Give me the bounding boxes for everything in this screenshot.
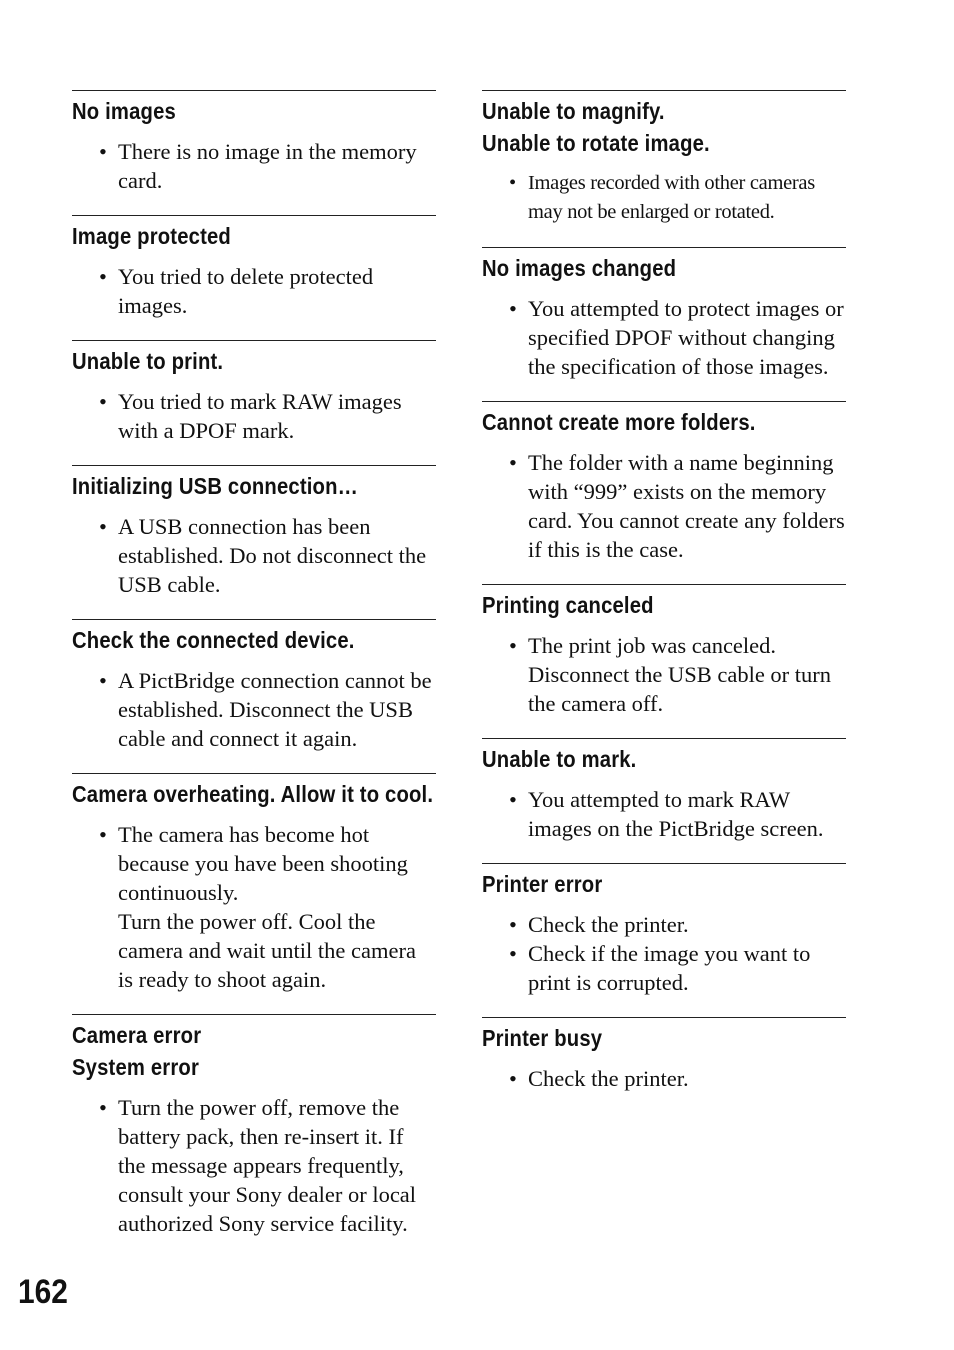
message-heading: No images xyxy=(72,98,176,124)
message-heading: Unable to mark. xyxy=(482,746,637,772)
message-bullet-list xyxy=(482,169,846,227)
message-heading: Check the connected device. xyxy=(72,627,355,653)
message-bullet-list xyxy=(72,137,436,195)
message-bullet-list xyxy=(482,910,846,997)
message-bullet-item: • The camera has become hot because you have been shooting continuously. Turn the power off. Cool the camera and wait until the camera is ready to shoot again. xyxy=(72,820,436,994)
message-section-unable-to-mark xyxy=(482,738,846,843)
message-section-unable-to-magnify-unable-to-rotate-image xyxy=(482,90,846,227)
right-column xyxy=(482,90,846,1113)
message-bullet-item: • There is no image in the memory card. xyxy=(72,137,436,195)
message-section-printer-error xyxy=(482,863,846,997)
message-bullet-list xyxy=(72,1093,436,1238)
message-section-printing-canceled xyxy=(482,584,846,718)
message-section-initializing-usb-connection xyxy=(72,465,436,599)
message-heading: Cannot create more folders. xyxy=(482,409,756,435)
message-section-unable-to-print xyxy=(72,340,436,445)
message-section-cannot-create-more-folders xyxy=(482,401,846,564)
message-section-no-images-changed xyxy=(482,247,846,381)
message-section-camera-error-system-error xyxy=(72,1014,436,1238)
message-bullet-item: • Turn the power off, remove the battery pack, then re-insert it. If the message appears frequently, consult your Sony dealer or local authorized Sony service facility. xyxy=(72,1093,436,1238)
message-heading: Camera error System error xyxy=(72,1022,202,1080)
message-heading: Printing canceled xyxy=(482,592,654,618)
message-section-camera-overheating-allow-it-to-cool xyxy=(72,773,436,994)
message-heading: Image protected xyxy=(72,223,231,249)
message-bullet-item: • Images recorded with other cameras may not be enlarged or rotated. xyxy=(482,169,846,227)
message-bullet-list xyxy=(482,448,846,564)
message-heading: Camera overheating. Allow it to cool. xyxy=(72,781,434,807)
message-bullet-list xyxy=(482,1064,846,1093)
message-heading: Unable to print. xyxy=(72,348,224,374)
message-bullet-item: • Check the printer. xyxy=(482,1064,846,1093)
message-bullet-list xyxy=(72,666,436,753)
message-heading: Initializing USB connection… xyxy=(72,473,359,499)
message-bullet-list xyxy=(72,262,436,320)
message-bullet-list xyxy=(72,387,436,445)
message-bullet-item: • Check if the image you want to print is corrupted. xyxy=(482,939,846,997)
message-heading: Printer busy xyxy=(482,1025,603,1051)
message-bullet-item: • Check the printer. xyxy=(482,910,846,939)
message-bullet-list xyxy=(72,820,436,994)
message-bullet-item: • You attempted to protect images or specified DPOF without changing the specification of those images. xyxy=(482,294,846,381)
message-bullet-item: • You tried to delete protected images. xyxy=(72,262,436,320)
message-bullet-item: • You attempted to mark RAW images on the PictBridge screen. xyxy=(482,785,846,843)
message-bullet-item: • A PictBridge connection cannot be established. Disconnect the USB cable and connect it again. xyxy=(72,666,436,753)
left-column xyxy=(72,90,436,1258)
message-bullet-list xyxy=(482,294,846,381)
message-section-image-protected xyxy=(72,215,436,320)
message-bullet-list xyxy=(482,785,846,843)
message-section-printer-busy xyxy=(482,1017,846,1093)
message-heading: Unable to magnify. Unable to rotate image. xyxy=(482,98,710,156)
message-section-no-images xyxy=(72,90,436,195)
message-bullet-list xyxy=(482,631,846,718)
message-bullet-item: • The print job was canceled. Disconnect the USB cable or turn the camera off. xyxy=(482,631,846,718)
message-heading: Printer error xyxy=(482,871,603,897)
message-bullet-item: • You tried to mark RAW images with a DPOF mark. xyxy=(72,387,436,445)
message-bullet-list xyxy=(72,512,436,599)
message-section-check-the-connected-device xyxy=(72,619,436,753)
message-bullet-item: • The folder with a name beginning with “999” exists on the memory card. You cannot create any folders if this is the case. xyxy=(482,448,846,564)
message-heading: No images changed xyxy=(482,255,677,281)
page-number: 162 xyxy=(18,1273,68,1311)
message-bullet-item: • A USB connection has been established. Do not disconnect the USB cable. xyxy=(72,512,436,599)
